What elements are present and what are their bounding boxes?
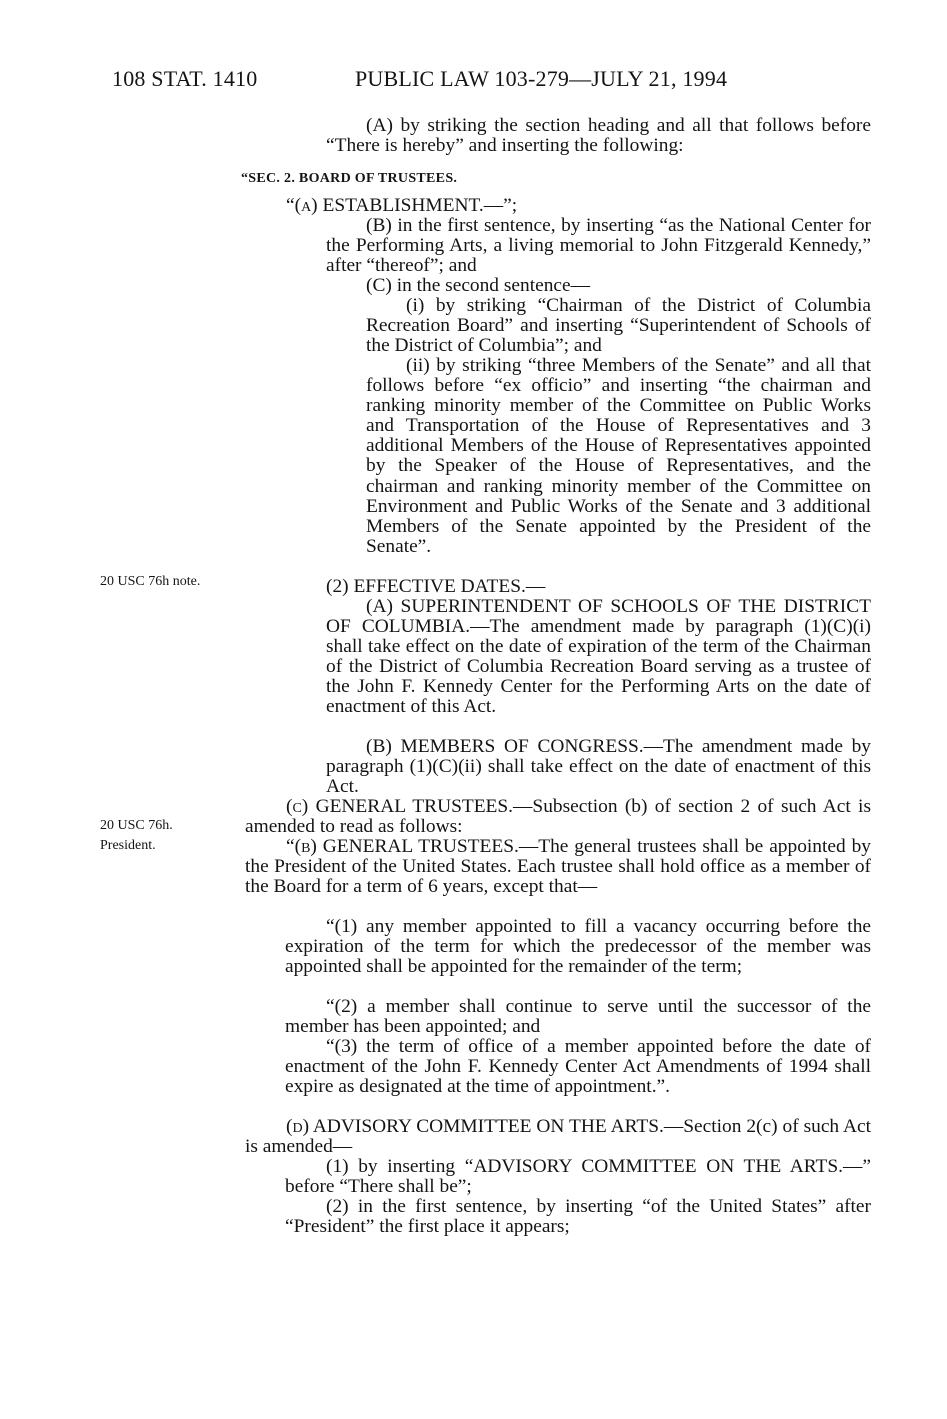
list-item-2: “(2) a member shall continue to serve until the successor of the member has been appointed; and xyxy=(285,996,871,1038)
effective-date-a-text: The amendment made by paragraph (1)(C)(i) shall take effect on the date of expiration of the term of the Chairman of the District of Columbia Recreation Board serving as a trustee of the John F. Kennedy Center for the Performing Arts on the date of enactment of this Act. xyxy=(326,616,872,718)
establishment-heading: “(a) ESTABLISHMENT.—”; xyxy=(286,195,518,216)
list-item-3: “(3) the term of office of a member appointed before the date of enactment of the John F. Kennedy Center Act Amendments of 1994 shall expire as designated at the time of appointment.”. xyxy=(285,1036,871,1098)
advisory-item-2: (2) in the first sentence, by inserting “of the United States” after “President” the first place it appears; xyxy=(285,1196,871,1238)
general-trustees-b-text: The general trustees shall be appointed by the President of the United States. Each trustee shall hold office as a member of the Board for a term of 6 years, except that— xyxy=(245,836,871,898)
general-trustees-c-label: (c) GENERAL TRUSTEES.— xyxy=(286,796,533,817)
margin-note-president: President. xyxy=(100,838,156,853)
page-header xyxy=(0,66,947,96)
general-trustees-b-label: “(b) GENERAL TRUSTEES.— xyxy=(286,836,539,857)
effective-date-b xyxy=(326,737,871,797)
advisory-committee-d-label: (d) ADVISORY COMMITTEE ON THE ARTS.— xyxy=(286,1116,684,1137)
running-head: PUBLIC LAW 103-279—JULY 21, 1994 xyxy=(355,66,728,91)
paragraph-c: (C) in the second sentence— xyxy=(366,275,590,296)
effective-date-a xyxy=(326,597,871,718)
general-trustees-b xyxy=(245,837,871,897)
paragraph-a: (A) by striking the section heading and all that follows before “There is hereby” and inserting the following: xyxy=(326,115,871,157)
general-trustees-c xyxy=(245,797,871,837)
advisory-item-1: (1) by inserting “ADVISORY COMMITTEE ON THE ARTS.—” before “There shall be”; xyxy=(285,1156,871,1198)
stat-page-number: 108 STAT. 1410 xyxy=(112,66,258,91)
effective-dates-heading: (2) EFFECTIVE DATES.— xyxy=(326,576,546,597)
general-trustees-c-text: Subsection (b) of section 2 of such Act is amended to read as follows: xyxy=(245,796,871,838)
margin-note-usc-note: 20 USC 76h note. xyxy=(100,574,201,589)
paragraph-c-ii: (ii) by striking “three Members of the Senate” and all that follows before “ex officio” and inserting “the chairman and ranking minority member of the Committee on Public Works and Transportation of the House of Representatives and 3 additional Members of the House of Representatives appointed by the Speaker of the House of Representatives, and the chairman and ranking minority member of the Committee on Environment and Public Works of the Senate and 3 additional Members of the Senate appointed by the President of the Senate”. xyxy=(366,355,871,557)
paragraph-b: (B) in the first sentence, by inserting “as the National Center for the Performing Arts, a living memorial to John Fitzgerald Kennedy,” after “thereof”; and xyxy=(326,215,871,277)
advisory-committee-d xyxy=(245,1117,871,1157)
effective-date-a-label: (A) SUPERINTENDENT OF SCHOOLS OF THE DISTRICT OF COLUMBIA.— xyxy=(326,596,871,638)
section-heading: “SEC. 2. BOARD OF TRUSTEES. xyxy=(241,171,458,186)
paragraph-c-i: (i) by striking “Chairman of the District of Columbia Recreation Board” and inserting “Superintendent of Schools of the District of Columbia”; and xyxy=(366,295,871,357)
advisory-committee-d-text: Section 2(c) of such Act is amended— xyxy=(245,1116,871,1158)
margin-note-usc: 20 USC 76h. xyxy=(100,818,173,833)
effective-date-b-label: (B) MEMBERS OF CONGRESS.— xyxy=(366,736,663,757)
list-item-1: “(1) any member appointed to fill a vacancy occurring before the expiration of the term for which the predecessor of the member was appointed shall be appointed for the remainder of the term; xyxy=(285,916,871,978)
effective-date-b-text: The amendment made by paragraph (1)(C)(ii) shall take effect on the date of enactment of this Act. xyxy=(326,736,871,798)
